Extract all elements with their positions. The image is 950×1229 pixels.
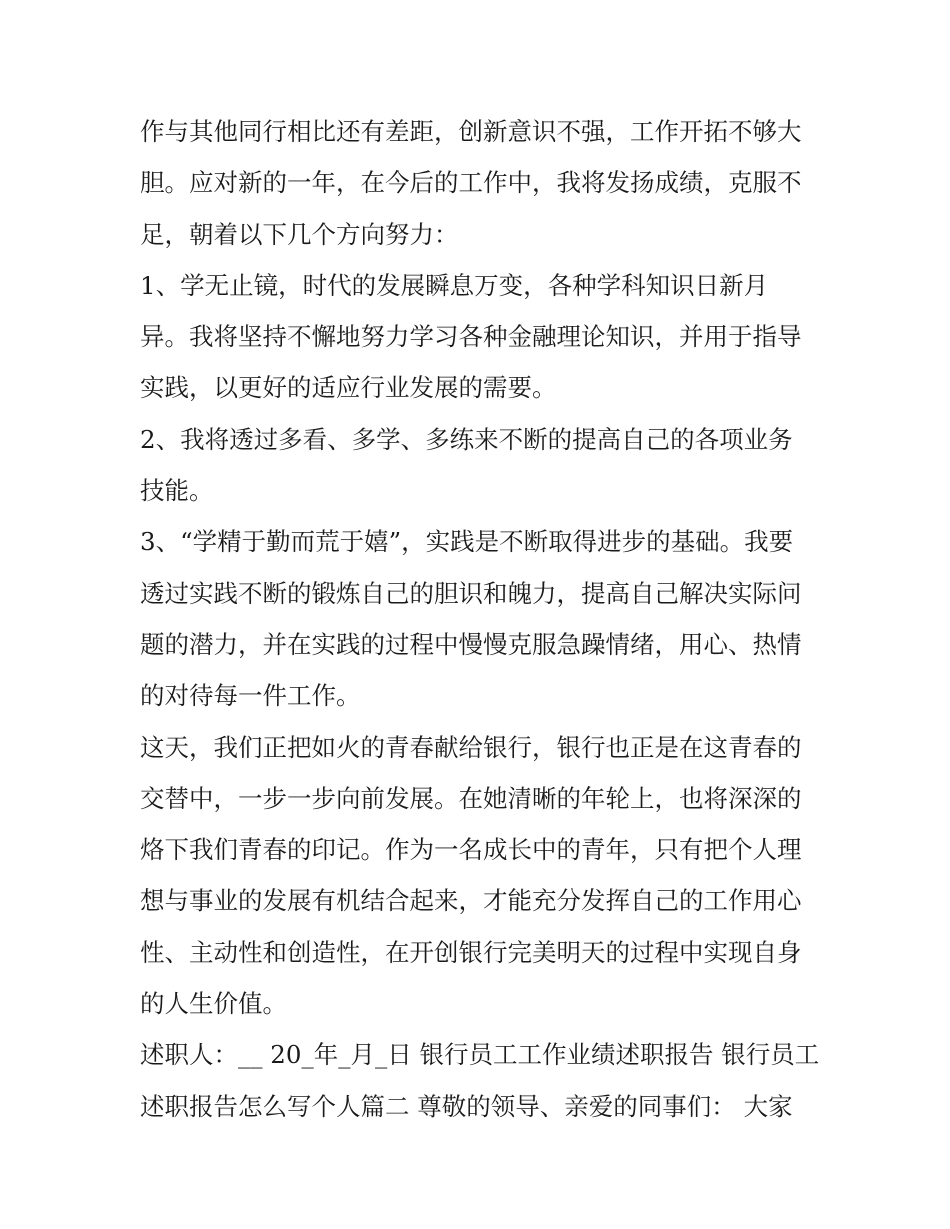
- text-line: 透过实践不断的锻炼自己的胆识和魄力，提高自己解决实际问: [140, 578, 802, 608]
- text-line: 1、学无止镜，时代的发展瞬息万变，各种学科知识日新月: [140, 270, 769, 300]
- text-line: 异。我将坚持不懈地努力学习各种金融理论知识，并用于指导: [140, 322, 802, 352]
- text-line: 烙下我们青春的印记。作为一名成长中的青年，只有把个人理: [140, 835, 802, 865]
- text-line: 想与事业的发展有机结合起来，才能充分发挥自己的工作用心: [140, 886, 802, 916]
- text-line: 技能。: [140, 476, 214, 506]
- text-line: 交替中，一步一步向前发展。在她清晰的年轮上，也将深深的: [140, 783, 802, 813]
- text-line: 性、主动性和创造性，在开创银行完美明天的过程中实现自身: [140, 937, 802, 967]
- text-line: 题的潜力，并在实践的过程中慢慢克服急躁情绪，用心、热情: [140, 629, 802, 659]
- text-line: 实践，以更好的适应行业发展的需要。: [140, 373, 557, 403]
- text-line: 的人生价值。: [140, 989, 287, 1019]
- text-line: 胆。应对新的一年，在今后的工作中，我将发扬成绩，克服不: [140, 168, 802, 198]
- text-line: 作与其他同行相比还有差距，创新意识不强，工作开拓不够大: [140, 117, 802, 146]
- text-line: 足，朝着以下几个方向努力：: [140, 219, 459, 249]
- document-body: [140, 106, 820, 1132]
- text-line: 述职人：__ 20_年_月_日 银行员工工作业绩述职报告 银行员工: [140, 1040, 820, 1070]
- text-line: 3、“学精于勤而荒于嬉”，实践是不断取得进步的基础。我要: [140, 527, 794, 557]
- text-line: 的对待每一件工作。: [140, 681, 361, 711]
- text-line: 这天，我们正把如火的青春献给银行，银行也正是在这青春的: [140, 732, 802, 762]
- text-line: 述职报告怎么写个人篇二 尊敬的领导、亲爱的同事们： 大家: [140, 1091, 793, 1121]
- text-line: 2、我将透过多看、多学、多练来不断的提高自己的各项业务: [140, 424, 793, 454]
